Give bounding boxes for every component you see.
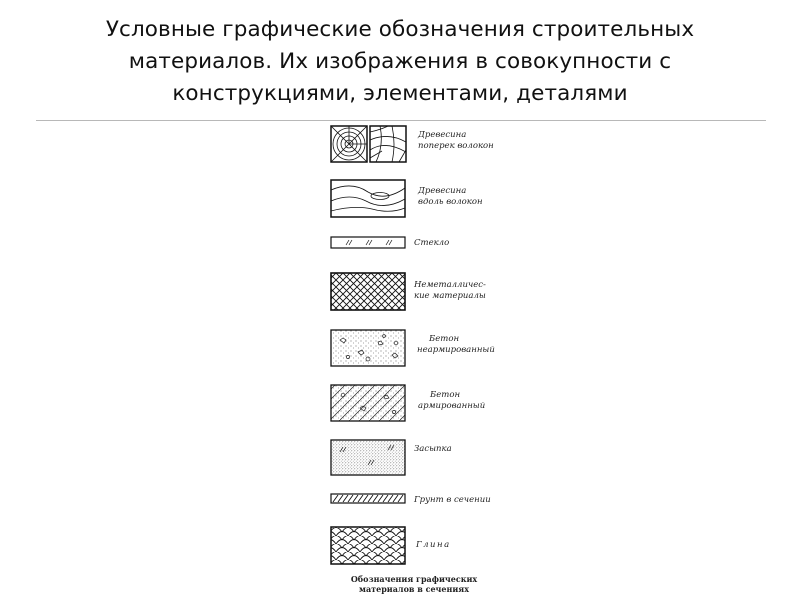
label-backfill: Засыпка (414, 444, 452, 454)
figure-caption-line-1: Обозначения графических (350, 574, 478, 584)
slide-title-line-1: Условные графические обозначения строительных (105, 17, 695, 42)
label-wood-along-line-1: Древесина (418, 186, 467, 196)
label-concrete-reinforced-line-1: Бетон (430, 390, 461, 400)
figure-caption (334, 574, 494, 594)
symbol-soil (331, 494, 405, 503)
symbol-wood-across-grain (331, 126, 406, 162)
symbol-concrete-reinforced (331, 385, 405, 421)
label-clay: Глина (416, 540, 451, 550)
label-concrete-reinforced-line-2: армированный (418, 401, 486, 411)
symbol-glass (331, 237, 405, 248)
label-nonmetal-line-2: кие материалы (414, 291, 486, 301)
label-wood-across-line-2: поперек волокон (418, 141, 494, 151)
symbol-backfill (331, 440, 405, 475)
label-concrete-plain-line-2: неармированный (417, 345, 495, 355)
label-nonmetal-line-1: Неметалличес- (414, 280, 486, 290)
symbol-nonmetal (331, 273, 405, 310)
label-wood-along (418, 186, 483, 208)
label-concrete-plain (417, 334, 495, 356)
symbol-wood-along-grain (331, 180, 405, 217)
label-wood-across-line-1: Древесина (418, 130, 467, 140)
symbol-concrete-plain (331, 330, 405, 366)
label-concrete-reinforced (418, 390, 485, 412)
symbol-clay (331, 527, 405, 564)
label-nonmetal (414, 280, 486, 302)
slide-title-line-2: материалов. Их изображения в совокупности с (128, 49, 672, 74)
label-glass: Стекло (414, 238, 450, 248)
figure-caption-line-2: материалов в сечениях (359, 584, 469, 594)
label-soil: Грунт в сечении (414, 495, 491, 505)
label-wood-across (418, 130, 494, 152)
slide-title-line-3: конструкциями, элементами, деталями (172, 81, 628, 106)
label-wood-along-line-2: вдоль волокон (418, 197, 483, 207)
label-concrete-plain-line-1: Бетон (429, 334, 460, 344)
